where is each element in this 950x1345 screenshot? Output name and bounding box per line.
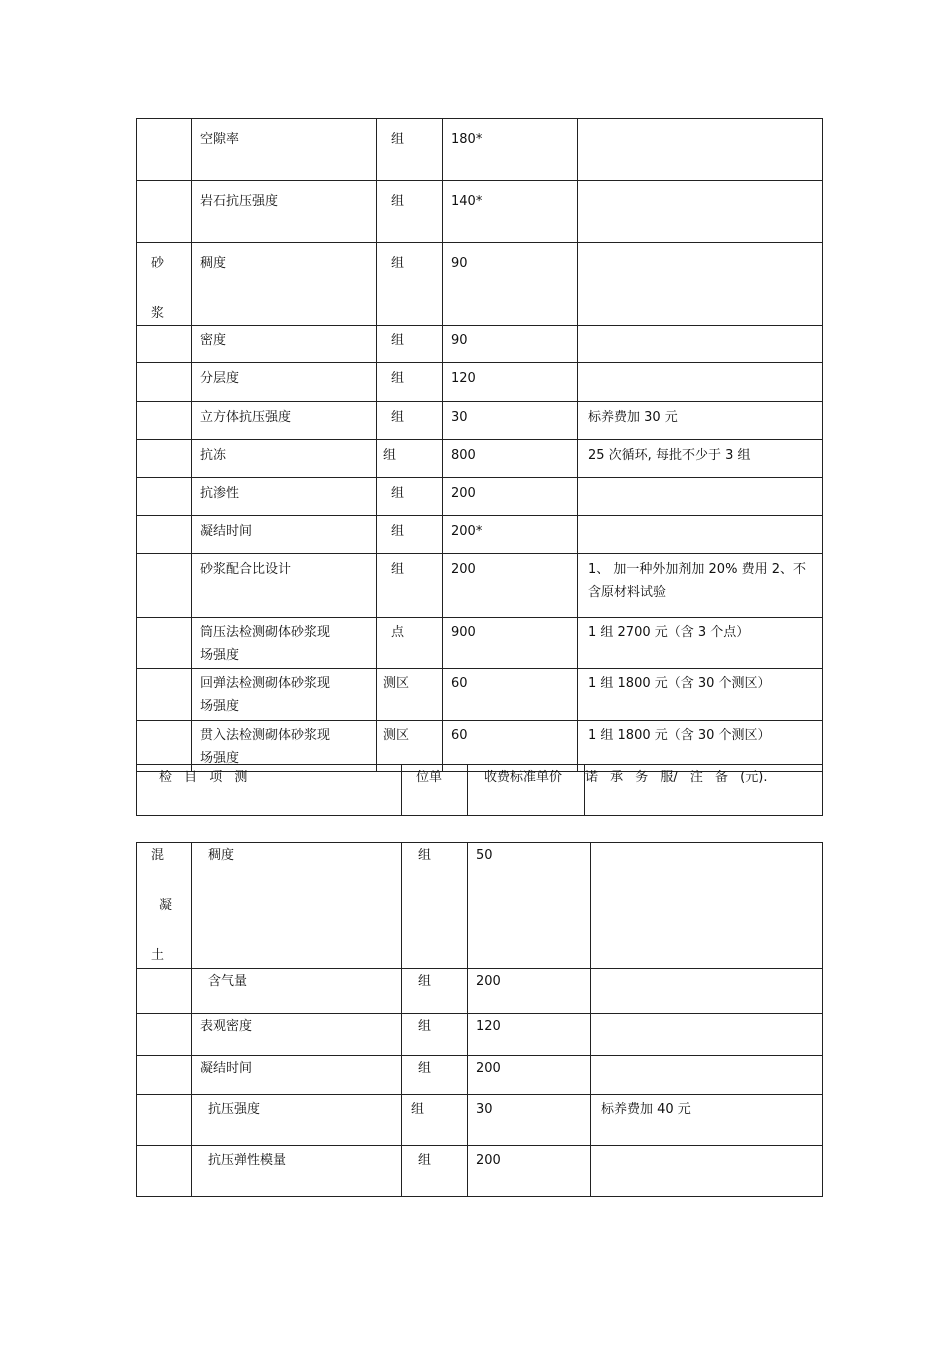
price-cell: 200 <box>468 969 591 1014</box>
unit-cell: 组 <box>377 243 443 326</box>
table-row <box>137 1014 823 1056</box>
note-cell <box>578 363 823 402</box>
item-cell: 回弹法检测砌体砂浆现场强度 <box>192 669 377 721</box>
table-row <box>137 554 823 618</box>
header-price: 收费标准单价 <box>468 765 585 816</box>
unit-cell: 组 <box>377 181 443 243</box>
item-cell: 砂浆配合比设计 <box>192 554 377 618</box>
table-row <box>137 243 823 326</box>
unit-cell: 组 <box>377 554 443 618</box>
price-cell: 90 <box>443 243 578 326</box>
note-cell <box>578 326 823 363</box>
header-row <box>137 765 823 816</box>
table-row <box>137 326 823 363</box>
note-cell <box>591 843 823 969</box>
note-cell <box>591 1056 823 1095</box>
price-cell: 90 <box>443 326 578 363</box>
concrete-fee-table <box>136 842 823 1197</box>
category-char: 砂 <box>151 256 165 271</box>
unit-cell: 组 <box>377 478 443 516</box>
category-cell <box>137 326 192 363</box>
category-cell <box>137 618 192 669</box>
price-cell: 30 <box>443 402 578 440</box>
note-cell <box>578 119 823 181</box>
item-cell: 抗压强度 <box>192 1095 402 1146</box>
table-row <box>137 969 823 1014</box>
price-cell: 140* <box>443 181 578 243</box>
note-cell <box>578 243 823 326</box>
category-cell <box>137 363 192 402</box>
unit-cell: 测区 <box>377 721 443 772</box>
item-cell: 筒压法检测砌体砂浆现场强度 <box>192 618 377 669</box>
category-cell <box>137 181 192 243</box>
table-row <box>137 618 823 669</box>
note-cell: 25 次循环, 每批不少于 3 组 <box>578 440 823 478</box>
unit-cell: 组 <box>402 969 468 1014</box>
price-cell: 900 <box>443 618 578 669</box>
price-cell: 60 <box>443 669 578 721</box>
price-cell: 200* <box>443 516 578 554</box>
table-row <box>137 119 823 181</box>
header-item: 检 目 项 测 <box>137 765 402 816</box>
category-cell <box>137 669 192 721</box>
table-row <box>137 1146 823 1197</box>
header-note: 诺 承 务 服/ 注 备 (元). <box>585 765 823 816</box>
category-cell <box>137 1095 192 1146</box>
price-cell: 200 <box>468 1056 591 1095</box>
unit-cell: 组 <box>377 326 443 363</box>
category-char: 凝 <box>159 898 173 913</box>
item-cell: 贯入法检测砌体砂浆现场强度 <box>192 721 377 772</box>
table-row <box>137 516 823 554</box>
note-cell: 标养费加 30 元 <box>578 402 823 440</box>
note-cell: 1 组 1800 元（含 30 个测区） <box>578 669 823 721</box>
table-row <box>137 669 823 721</box>
category-cell <box>137 402 192 440</box>
table-row <box>137 843 823 969</box>
category-char: 混 <box>151 848 165 863</box>
item-cell: 空隙率 <box>192 119 377 181</box>
price-cell: 180* <box>443 119 578 181</box>
item-cell: 稠度 <box>192 243 377 326</box>
item-cell: 凝结时间 <box>192 516 377 554</box>
item-cell: 立方体抗压强度 <box>192 402 377 440</box>
unit-cell: 组 <box>402 1095 468 1146</box>
price-cell: 120 <box>443 363 578 402</box>
unit-cell: 组 <box>402 1056 468 1095</box>
price-cell: 50 <box>468 843 591 969</box>
unit-cell: 测区 <box>377 669 443 721</box>
category-char: 土 <box>151 948 165 963</box>
category-cell <box>137 1014 192 1056</box>
unit-cell: 组 <box>402 1014 468 1056</box>
unit-cell: 点 <box>377 618 443 669</box>
category-cell <box>137 243 192 326</box>
note-cell <box>591 969 823 1014</box>
item-cell: 密度 <box>192 326 377 363</box>
note-cell <box>591 1146 823 1197</box>
item-cell: 含气量 <box>192 969 402 1014</box>
price-cell: 30 <box>468 1095 591 1146</box>
category-cell <box>137 119 192 181</box>
table-row <box>137 363 823 402</box>
item-cell: 分层度 <box>192 363 377 402</box>
item-cell: 表观密度 <box>192 1014 402 1056</box>
item-cell: 抗压弹性模量 <box>192 1146 402 1197</box>
table-row <box>137 181 823 243</box>
column-header-table <box>136 764 823 816</box>
header-unit: 位单 <box>402 765 468 816</box>
unit-cell: 组 <box>377 516 443 554</box>
table-row <box>137 440 823 478</box>
table-row <box>137 1095 823 1146</box>
category-cell <box>137 440 192 478</box>
note-cell: 1 组 1800 元（含 30 个测区） <box>578 721 823 772</box>
price-cell: 60 <box>443 721 578 772</box>
price-cell: 120 <box>468 1014 591 1056</box>
price-cell: 200 <box>468 1146 591 1197</box>
category-cell <box>137 554 192 618</box>
category-cell <box>137 478 192 516</box>
category-cell <box>137 843 192 969</box>
note-cell <box>578 516 823 554</box>
item-cell: 凝结时间 <box>192 1056 402 1095</box>
item-cell: 岩石抗压强度 <box>192 181 377 243</box>
item-cell: 抗冻 <box>192 440 377 478</box>
note-cell: 1 组 2700 元（含 3 个点） <box>578 618 823 669</box>
mortar-fee-table <box>136 118 823 772</box>
price-cell: 200 <box>443 478 578 516</box>
unit-cell: 组 <box>377 440 443 478</box>
unit-cell: 组 <box>377 119 443 181</box>
table-row <box>137 1056 823 1095</box>
note-cell <box>591 1014 823 1056</box>
unit-cell: 组 <box>377 402 443 440</box>
unit-cell: 组 <box>402 843 468 969</box>
note-cell: 标养费加 40 元 <box>591 1095 823 1146</box>
note-cell <box>578 181 823 243</box>
category-cell <box>137 516 192 554</box>
note-cell: 1、 加一种外加剂加 20% 费用 2、不含原材料试验 <box>578 554 823 618</box>
category-cell <box>137 1146 192 1197</box>
category-char: 浆 <box>151 306 165 321</box>
unit-cell: 组 <box>402 1146 468 1197</box>
item-cell: 稠度 <box>192 843 402 969</box>
table-row <box>137 478 823 516</box>
price-cell: 800 <box>443 440 578 478</box>
category-cell <box>137 969 192 1014</box>
note-cell <box>578 478 823 516</box>
table-row <box>137 402 823 440</box>
item-cell: 抗渗性 <box>192 478 377 516</box>
category-cell <box>137 1056 192 1095</box>
unit-cell: 组 <box>377 363 443 402</box>
price-cell: 200 <box>443 554 578 618</box>
